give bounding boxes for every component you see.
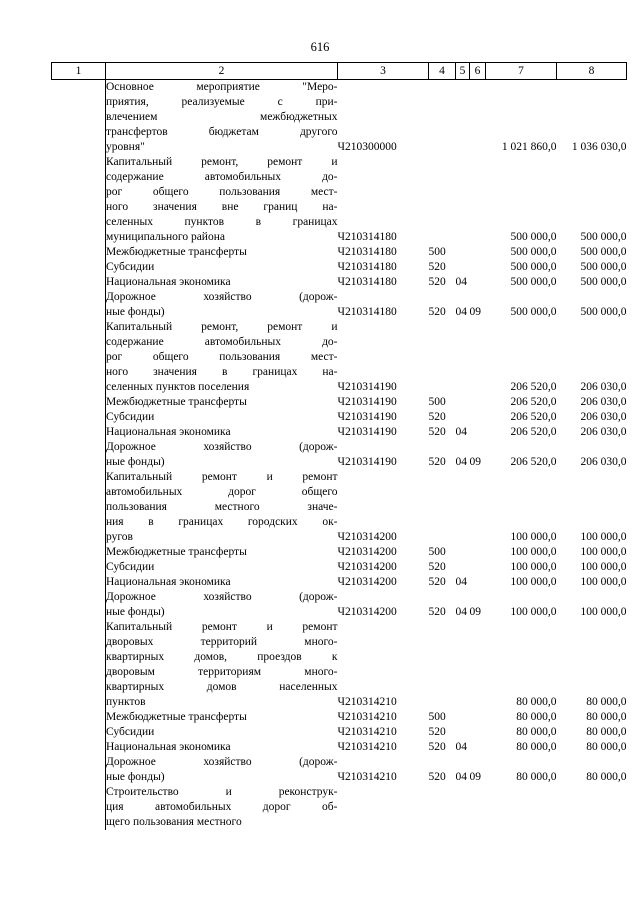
row-name-line: ные фонды): [106, 456, 165, 468]
row-amount-8: 100 000,0: [580, 576, 627, 588]
row-col-4: 520: [428, 576, 446, 588]
row-name-line: ные фонды): [106, 606, 165, 618]
row-name-line: Национальная экономика: [106, 576, 231, 588]
row-col-4: 520: [428, 561, 446, 573]
row-amount-8: 500 000,0: [580, 306, 627, 318]
row-amount-8: 500 000,0: [580, 276, 627, 288]
row-col-6: [470, 725, 486, 740]
row-amount-8: 500 000,0: [580, 246, 627, 258]
row-col-4: 500: [428, 711, 446, 723]
row-code: Ч210314180: [337, 246, 397, 258]
row-col-5: 04: [455, 276, 467, 288]
row-name-line: Дорожное хозяйство (дорож-: [106, 291, 338, 303]
row-number-cell: [52, 620, 106, 710]
row-number-cell: [52, 710, 106, 725]
row-name: [106, 785, 338, 830]
table-row: [52, 395, 627, 410]
row-code: Ч210314190: [337, 381, 397, 393]
row-col-6: [470, 785, 486, 830]
row-name: [106, 560, 338, 575]
row-code: Ч210314180: [337, 276, 397, 288]
row-code: Ч210314200: [337, 576, 397, 588]
row-name-line: Национальная экономика: [106, 276, 231, 288]
row-name-line: Основное мероприятие "Меро-: [106, 81, 338, 93]
row-code: Ч210314200: [337, 546, 397, 558]
row-amount-7: 206 520,0: [510, 411, 557, 423]
row-name: [106, 740, 338, 755]
row-name-line: ругов: [106, 531, 133, 543]
row-number-cell: [52, 755, 106, 785]
row-amount-8: 206 030,0: [580, 426, 627, 438]
table-row: [52, 620, 627, 710]
row-name-line: муниципального района: [106, 231, 225, 243]
row-col-4: 500: [428, 246, 446, 258]
row-number-cell: [52, 260, 106, 275]
row-name-line: селенных пунктов в границах: [106, 216, 338, 228]
row-col-5: 04: [455, 426, 467, 438]
row-amount-7: 100 000,0: [510, 546, 557, 558]
table-row: [52, 320, 627, 395]
table-row: [52, 590, 627, 620]
row-number-cell: [52, 545, 106, 560]
row-name: [106, 755, 338, 785]
table-row: [52, 470, 627, 545]
row-col-6: [470, 245, 486, 260]
table-row: [52, 560, 627, 575]
row-name-line: Дорожное хозяйство (дорож-: [106, 591, 338, 603]
row-col-6: [470, 740, 486, 755]
row-number-cell: [52, 290, 106, 320]
row-col-4: [429, 320, 456, 395]
row-name: [106, 620, 338, 710]
row-name-line: ные фонды): [106, 306, 165, 318]
row-col-6: [470, 575, 486, 590]
row-name: [106, 470, 338, 545]
row-name-line: автомобильных дорог общего: [106, 486, 338, 498]
row-col-4: 520: [428, 276, 446, 288]
row-amount-7: 500 000,0: [510, 306, 557, 318]
row-col-4: [429, 785, 456, 830]
row-col-4: [429, 620, 456, 710]
row-amount-8: 80 000,0: [586, 726, 627, 738]
row-col-6: [470, 560, 486, 575]
row-code: Ч210314210: [337, 771, 397, 783]
row-number-cell: [52, 575, 106, 590]
row-code: Ч210314190: [337, 426, 397, 438]
table-row: [52, 755, 627, 785]
row-amount-7: 500 000,0: [510, 231, 557, 243]
row-name: [106, 545, 338, 560]
row-code: Ч210314210: [337, 696, 397, 708]
column-header-4: 4: [429, 63, 456, 80]
row-name: [106, 275, 338, 290]
row-name-line: щего пользования местного: [106, 816, 242, 828]
page-number: 616: [310, 40, 330, 54]
row-code: [338, 785, 429, 830]
table-row: [52, 710, 627, 725]
row-number-cell: [52, 155, 106, 245]
row-col-4: 500: [428, 396, 446, 408]
row-amount-7: 100 000,0: [510, 606, 557, 618]
row-name: [106, 575, 338, 590]
row-col-5: [456, 470, 470, 545]
row-col-5: [456, 785, 470, 830]
row-amount-8: 80 000,0: [586, 711, 627, 723]
row-col-6: [470, 275, 486, 290]
row-name-line: ного значения в границах на-: [106, 366, 338, 378]
row-name-line: Национальная экономика: [106, 741, 231, 753]
row-name-line: квартирных домов населенных: [106, 681, 338, 693]
row-name-line: Капитальный ремонт и ремонт: [106, 621, 338, 633]
row-number-cell: [52, 275, 106, 290]
row-col-5: 04: [455, 576, 467, 588]
row-name-line: ного значения вне границ на-: [106, 201, 338, 213]
row-number-cell: [52, 725, 106, 740]
row-name: [106, 320, 338, 395]
row-col-6: 09: [469, 771, 481, 783]
row-col-6: [470, 320, 486, 395]
row-amount-8: 500 000,0: [580, 231, 627, 243]
row-name: [106, 290, 338, 320]
row-col-5: [456, 155, 470, 245]
row-col-5: [456, 245, 470, 260]
row-amount-7: 1 021 860,0: [501, 141, 557, 153]
row-col-4: 520: [428, 741, 446, 753]
table-row: [52, 545, 627, 560]
row-number-cell: [52, 590, 106, 620]
row-name-line: Строительство и реконструк-: [106, 786, 338, 798]
row-col-6: 09: [469, 606, 481, 618]
row-name-line: содержание автомобильных до-: [106, 336, 338, 348]
row-code: Ч210314210: [337, 726, 397, 738]
row-col-6: [470, 710, 486, 725]
row-name: [106, 80, 338, 156]
row-col-4: 520: [428, 771, 446, 783]
row-amount-8: 206 030,0: [580, 411, 627, 423]
row-amount-7: 500 000,0: [510, 246, 557, 258]
row-name-line: пунктов: [106, 696, 146, 708]
row-amount-7: 80 000,0: [516, 741, 557, 753]
row-code: Ч210314200: [337, 561, 397, 573]
table-row: [52, 785, 627, 830]
row-name: [106, 710, 338, 725]
table-row: [52, 410, 627, 425]
column-header-5: 5: [456, 63, 470, 80]
row-code: Ч210314180: [337, 261, 397, 273]
row-col-5: 04: [455, 606, 467, 618]
row-amount-8: [557, 785, 627, 830]
row-name-line: Межбюджетные трансферты: [106, 546, 247, 558]
row-amount-7: 100 000,0: [510, 576, 557, 588]
table-row: [52, 245, 627, 260]
row-number-cell: [52, 425, 106, 440]
row-code: Ч210314190: [337, 411, 397, 423]
row-number-cell: [52, 470, 106, 545]
row-name-line: Дорожное хозяйство (дорож-: [106, 441, 338, 453]
row-col-6: [470, 260, 486, 275]
row-amount-8: 500 000,0: [580, 261, 627, 273]
row-number-cell: [52, 410, 106, 425]
row-name-line: трансфертов бюджетам другого: [106, 126, 338, 138]
column-header-7: 7: [486, 63, 557, 80]
row-col-4: 520: [428, 306, 446, 318]
row-col-6: [470, 470, 486, 545]
row-name-line: Межбюджетные трансферты: [106, 396, 247, 408]
row-col-4: 520: [428, 426, 446, 438]
row-name: [106, 425, 338, 440]
row-col-5: [456, 545, 470, 560]
row-name-line: Субсидии: [106, 726, 155, 738]
row-col-5: [456, 80, 470, 156]
row-amount-8: 206 030,0: [580, 396, 627, 408]
row-amount-7: 80 000,0: [516, 726, 557, 738]
table-row: [52, 260, 627, 275]
table-row: [52, 575, 627, 590]
row-col-6: [470, 545, 486, 560]
row-col-6: 09: [469, 456, 481, 468]
row-name-line: селенных пунктов поселения: [106, 381, 250, 393]
column-header-1: 1: [52, 63, 106, 80]
row-name-line: Межбюджетные трансферты: [106, 246, 247, 258]
table-row: [52, 155, 627, 245]
row-amount-7: 206 520,0: [510, 381, 557, 393]
row-col-5: [456, 320, 470, 395]
row-number-cell: [52, 560, 106, 575]
row-name-line: ния в границах городских ок-: [106, 516, 338, 528]
row-amount-7: [486, 785, 557, 830]
row-col-5: [456, 560, 470, 575]
budget-table: [51, 62, 627, 830]
row-name-line: Капитальный ремонт, ремонт и: [106, 156, 338, 168]
table-row: [52, 80, 627, 156]
row-col-4: [429, 80, 456, 156]
row-name-line: рог общего пользования мест-: [106, 351, 338, 363]
row-name: [106, 245, 338, 260]
table-row: [52, 275, 627, 290]
row-col-6: [470, 395, 486, 410]
row-number-cell: [52, 785, 106, 830]
row-name-line: влечением межбюджетных: [106, 111, 338, 123]
row-number-cell: [52, 440, 106, 470]
table-row: [52, 290, 627, 320]
row-col-4: 520: [428, 411, 446, 423]
row-code: Ч210314200: [337, 531, 397, 543]
row-col-5: [456, 620, 470, 710]
row-name-line: ные фонды): [106, 771, 165, 783]
row-code: Ч210314180: [337, 306, 397, 318]
table-row: [52, 440, 627, 470]
row-col-4: [429, 155, 456, 245]
row-name-line: дворовым территориям много-: [106, 666, 338, 678]
row-name-line: Национальная экономика: [106, 426, 231, 438]
row-code: Ч210314210: [337, 711, 397, 723]
row-name-line: Субсидии: [106, 411, 155, 423]
row-name-line: квартирных домов, проездов к: [106, 651, 338, 663]
column-header-3: 3: [338, 63, 429, 80]
row-amount-7: 80 000,0: [516, 711, 557, 723]
row-col-5: 04: [455, 741, 467, 753]
row-col-6: [470, 620, 486, 710]
row-name-line: дворовых территорий много-: [106, 636, 338, 648]
row-col-4: 500: [428, 546, 446, 558]
row-name-line: рог общего пользования мест-: [106, 186, 338, 198]
row-name: [106, 155, 338, 245]
row-name-line: Капитальный ремонт и ремонт: [106, 471, 338, 483]
row-name: [106, 590, 338, 620]
header-row: [52, 63, 627, 80]
row-col-4: 520: [428, 606, 446, 618]
row-code: Ч210300000: [337, 141, 397, 153]
row-name-line: уровня": [106, 141, 145, 153]
row-amount-8: 1 036 030,0: [571, 141, 627, 153]
row-amount-8: 100 000,0: [580, 546, 627, 558]
row-name: [106, 725, 338, 740]
row-amount-7: 100 000,0: [510, 561, 557, 573]
row-number-cell: [52, 395, 106, 410]
row-name: [106, 260, 338, 275]
row-col-6: [470, 155, 486, 245]
row-number-cell: [52, 320, 106, 395]
row-col-5: [456, 725, 470, 740]
row-amount-7: 206 520,0: [510, 456, 557, 468]
row-amount-8: 100 000,0: [580, 606, 627, 618]
row-col-5: [456, 395, 470, 410]
table-header: [52, 63, 627, 80]
row-name-line: пользования местного значе-: [106, 501, 338, 513]
row-code: Ч210314200: [337, 606, 397, 618]
row-name-line: содержание автомобильных до-: [106, 171, 338, 183]
table-row: [52, 725, 627, 740]
row-col-5: 04: [455, 771, 467, 783]
row-amount-7: 206 520,0: [510, 426, 557, 438]
row-amount-8: 206 030,0: [580, 456, 627, 468]
row-code: Ч210314210: [337, 741, 397, 753]
column-header-6: 6: [470, 63, 486, 80]
row-amount-8: 80 000,0: [586, 741, 627, 753]
row-code: Ч210314180: [337, 231, 397, 243]
row-col-5: [456, 710, 470, 725]
row-col-6: [470, 425, 486, 440]
row-name: [106, 395, 338, 410]
row-col-4: 520: [428, 726, 446, 738]
row-number-cell: [52, 740, 106, 755]
row-col-4: [429, 470, 456, 545]
row-number-cell: [52, 80, 106, 156]
row-col-4: 520: [428, 456, 446, 468]
row-name-line: ция автомобильных дорог об-: [106, 801, 338, 813]
row-amount-7: 100 000,0: [510, 531, 557, 543]
row-name-line: приятия, реализуемые с при-: [106, 96, 338, 108]
row-col-5: [456, 410, 470, 425]
row-name-line: Капитальный ремонт, ремонт и: [106, 321, 338, 333]
row-col-4: 520: [428, 261, 446, 273]
row-name-line: Субсидии: [106, 561, 155, 573]
row-name-line: Межбюджетные трансферты: [106, 711, 247, 723]
row-amount-8: 100 000,0: [580, 561, 627, 573]
row-amount-7: 206 520,0: [510, 396, 557, 408]
row-name-line: Субсидии: [106, 261, 155, 273]
row-code: Ч210314190: [337, 456, 397, 468]
row-col-5: 04: [455, 456, 467, 468]
column-header-2: 2: [106, 63, 338, 80]
row-col-6: [470, 410, 486, 425]
row-name: [106, 440, 338, 470]
row-col-6: 09: [469, 306, 481, 318]
row-col-5: [456, 260, 470, 275]
row-amount-8: 100 000,0: [580, 531, 627, 543]
row-col-6: [470, 80, 486, 156]
row-name: [106, 410, 338, 425]
row-amount-8: 80 000,0: [586, 696, 627, 708]
row-amount-8: 80 000,0: [586, 771, 627, 783]
row-amount-7: 500 000,0: [510, 276, 557, 288]
row-col-5: 04: [455, 306, 467, 318]
row-name-line: Дорожное хозяйство (дорож-: [106, 756, 338, 768]
row-amount-7: 500 000,0: [510, 261, 557, 273]
column-header-8: 8: [557, 63, 627, 80]
table-body: [52, 80, 627, 831]
row-amount-7: 80 000,0: [516, 771, 557, 783]
row-amount-8: 206 030,0: [580, 381, 627, 393]
table-row: [52, 425, 627, 440]
table-row: [52, 740, 627, 755]
row-code: Ч210314190: [337, 396, 397, 408]
row-number-cell: [52, 245, 106, 260]
row-amount-7: 80 000,0: [516, 696, 557, 708]
